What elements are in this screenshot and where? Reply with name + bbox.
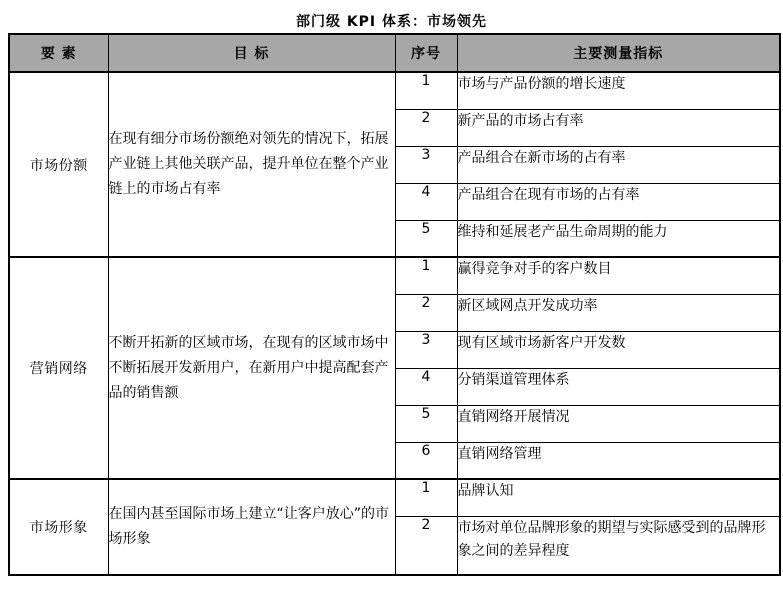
element-cell: 营销网络 [9, 257, 108, 479]
seq-cell: 5 [395, 405, 457, 442]
column-header-element: 要 素 [9, 34, 108, 72]
goal-cell: 在国内甚至国际市场上建立“让客户放心”的市场形象 [108, 479, 395, 575]
measure-cell: 市场对单位品牌形象的期望与实际感受到的品牌形象之间的差异程度 [457, 516, 780, 575]
measure-cell: 直销网络开展情况 [457, 405, 780, 442]
goal-cell: 在现有细分市场份额绝对领先的情况下，拓展产业链上其他关联产品，提升单位在整个产业链上的市场占有率 [108, 72, 395, 257]
measure-cell: 产品组合在新市场的占有率 [457, 146, 780, 183]
element-cell: 市场份额 [9, 72, 108, 257]
column-header-goal: 目 标 [108, 34, 395, 72]
measure-cell: 产品组合在现有市场的占有率 [457, 183, 780, 220]
measure-cell: 维持和延展老产品生命周期的能力 [457, 220, 780, 257]
measure-cell: 分销渠道管理体系 [457, 368, 780, 405]
goal-cell: 不断开拓新的区域市场，在现有的区域市场中不断拓展开发新用户，在新用户中提高配套产品的销售额 [108, 257, 395, 479]
seq-cell: 2 [395, 294, 457, 331]
seq-cell: 2 [395, 109, 457, 146]
table-row [9, 479, 780, 516]
kpi-table [8, 33, 781, 576]
seq-cell: 3 [395, 146, 457, 183]
seq-cell: 1 [395, 257, 457, 294]
seq-cell: 3 [395, 331, 457, 368]
measure-cell: 赢得竞争对手的客户数目 [457, 257, 780, 294]
measure-cell: 现有区域市场新客户开发数 [457, 331, 780, 368]
measure-cell: 新产品的市场占有率 [457, 109, 780, 146]
element-cell: 市场形象 [9, 479, 108, 575]
table-row [9, 257, 780, 294]
column-header-seq: 序号 [395, 34, 457, 72]
measure-cell: 市场与产品份额的增长速度 [457, 72, 780, 109]
page-title: 部门级 KPI 体系：市场领先 [295, 14, 488, 30]
measure-cell: 品牌认知 [457, 479, 780, 516]
seq-cell: 5 [395, 220, 457, 257]
table-row [9, 72, 780, 109]
column-header-measure: 主要测量指标 [457, 34, 780, 72]
seq-cell: 1 [395, 479, 457, 516]
seq-cell: 6 [395, 442, 457, 479]
seq-cell: 1 [395, 72, 457, 109]
seq-cell: 4 [395, 368, 457, 405]
measure-cell: 直销网络管理 [457, 442, 780, 479]
measure-cell: 新区域网点开发成功率 [457, 294, 780, 331]
seq-cell: 4 [395, 183, 457, 220]
seq-cell: 2 [395, 516, 457, 575]
header-row [9, 34, 780, 72]
